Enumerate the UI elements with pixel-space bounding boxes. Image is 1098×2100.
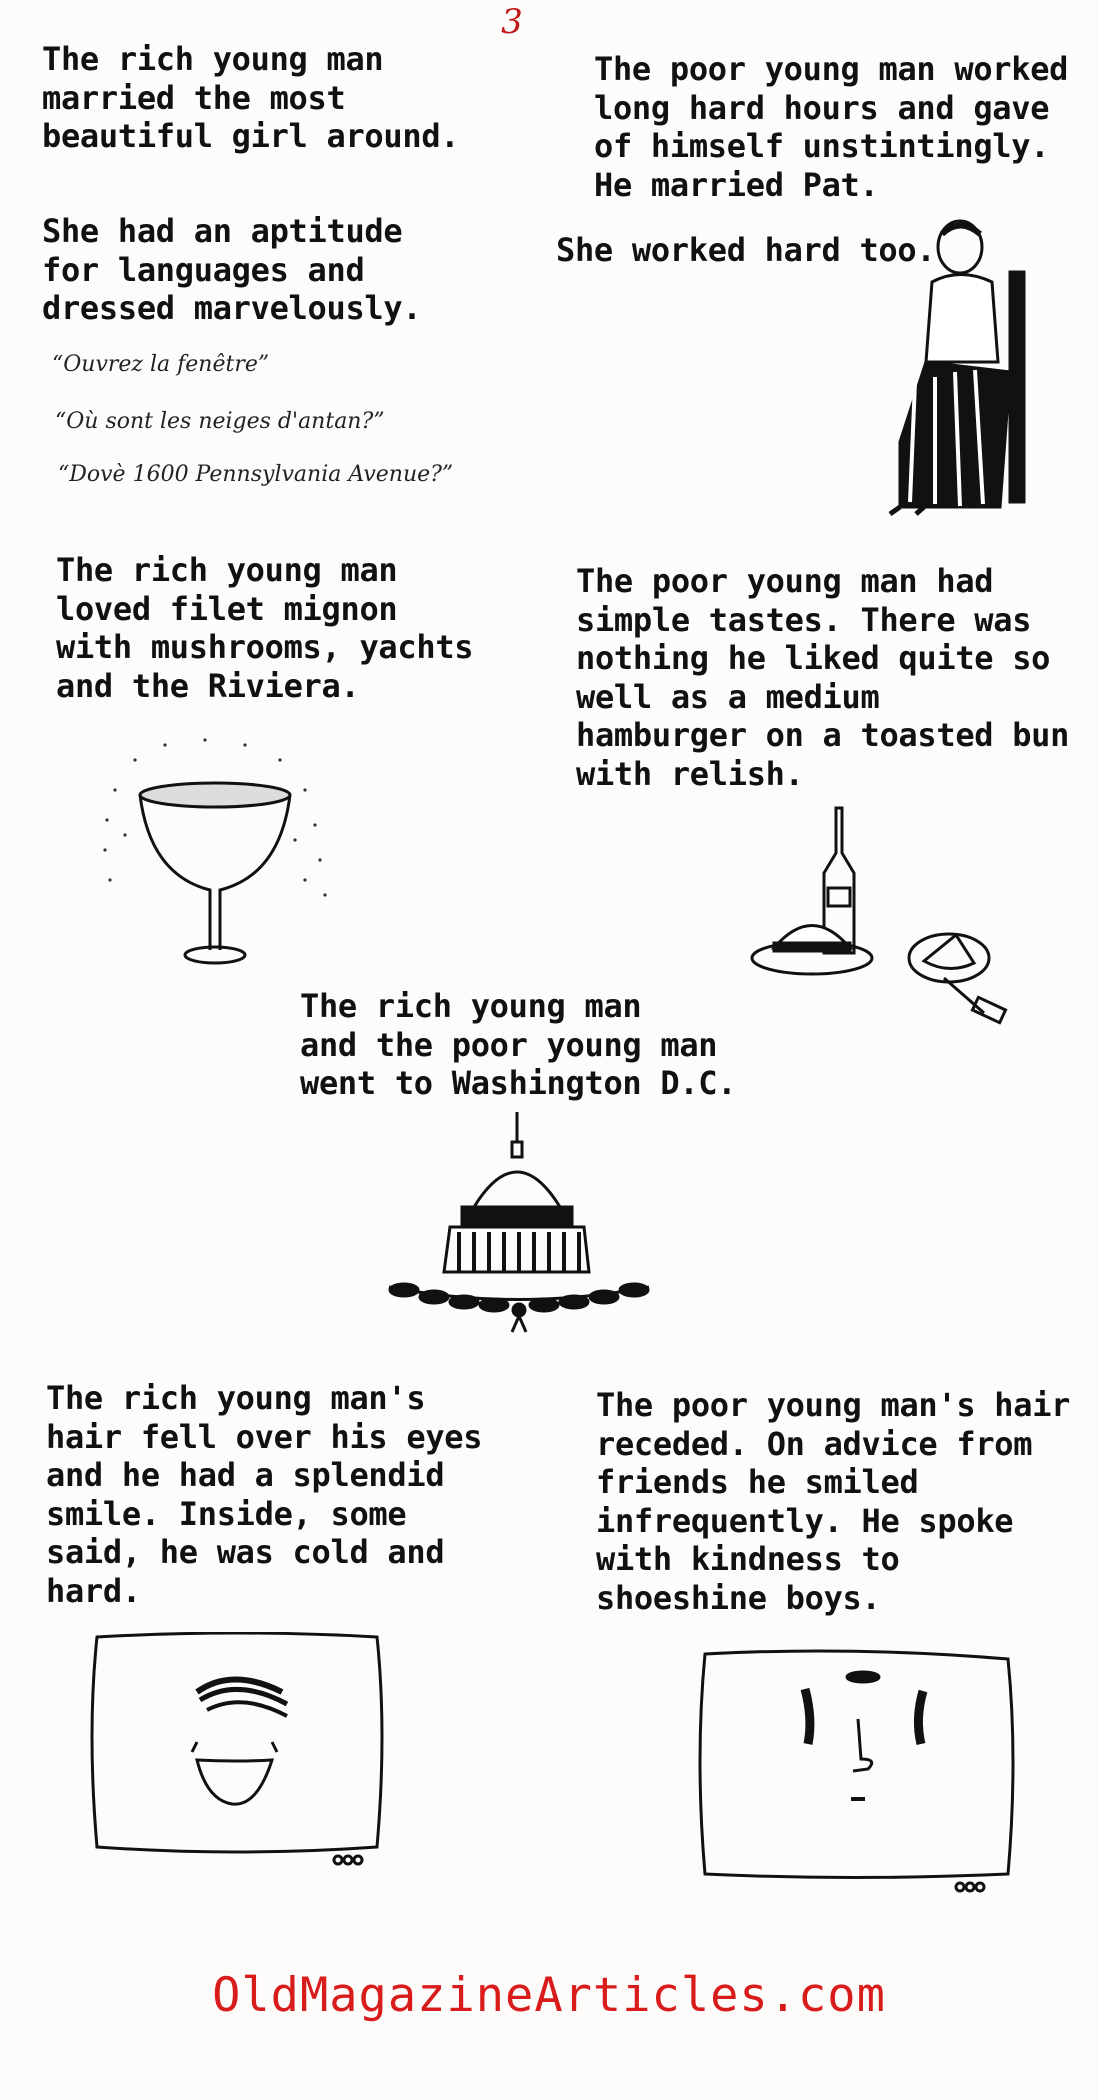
worked-hard-text: She worked hard too. — [556, 231, 936, 269]
washington-text: The rich young man and the poor young man went to Washington D.C. — [300, 987, 737, 1102]
rich-hair-text: The rich young man's hair fell over his eyes and he had a splendid smile. Inside, some said, he was cold and hard. — [46, 1379, 483, 1610]
page-number: 3 — [501, 2, 523, 42]
quote-neiges: “Où sont les neiges d'antan?” — [55, 409, 385, 434]
champagne-glass-illustration — [95, 730, 345, 970]
poor-tastes-text: The poor young man had simple tastes. There was nothing he liked quite so well as a medium hamburger on a toasted bun with relish. — [576, 562, 1070, 793]
quote-fenetre: “Ouvrez la fenêtre” — [52, 352, 270, 377]
quote-pennsylvania: “Dovè 1600 Pennsylvania Avenue?” — [58, 462, 454, 487]
languages-text: She had an aptitude for languages and dressed marvelously. — [42, 212, 422, 327]
hamburger-bottle-pie-illustration — [744, 803, 1014, 1033]
poor-man-tv-face-illustration — [693, 1649, 1023, 1899]
rich-married-text: The rich young man married the most beautiful girl around. — [42, 40, 460, 155]
woman-knitting-illustration — [880, 212, 1040, 517]
poor-married-text: The poor young man worked long hard hours and gave of himself unstintingly. He married Pat. — [594, 50, 1069, 204]
rich-tastes-text: The rich young man loved filet mignon with mushrooms, yachts and the Riviera. — [56, 551, 474, 705]
capitol-dome-illustration — [384, 1112, 654, 1342]
poor-hair-text: The poor young man's hair receded. On advice from friends he smiled infrequently. He spoke with kindness to shoeshine boys. — [596, 1386, 1071, 1617]
site-footer: OldMagazineArticles.com — [212, 1968, 886, 2023]
rich-man-tv-face-illustration — [82, 1632, 392, 1872]
